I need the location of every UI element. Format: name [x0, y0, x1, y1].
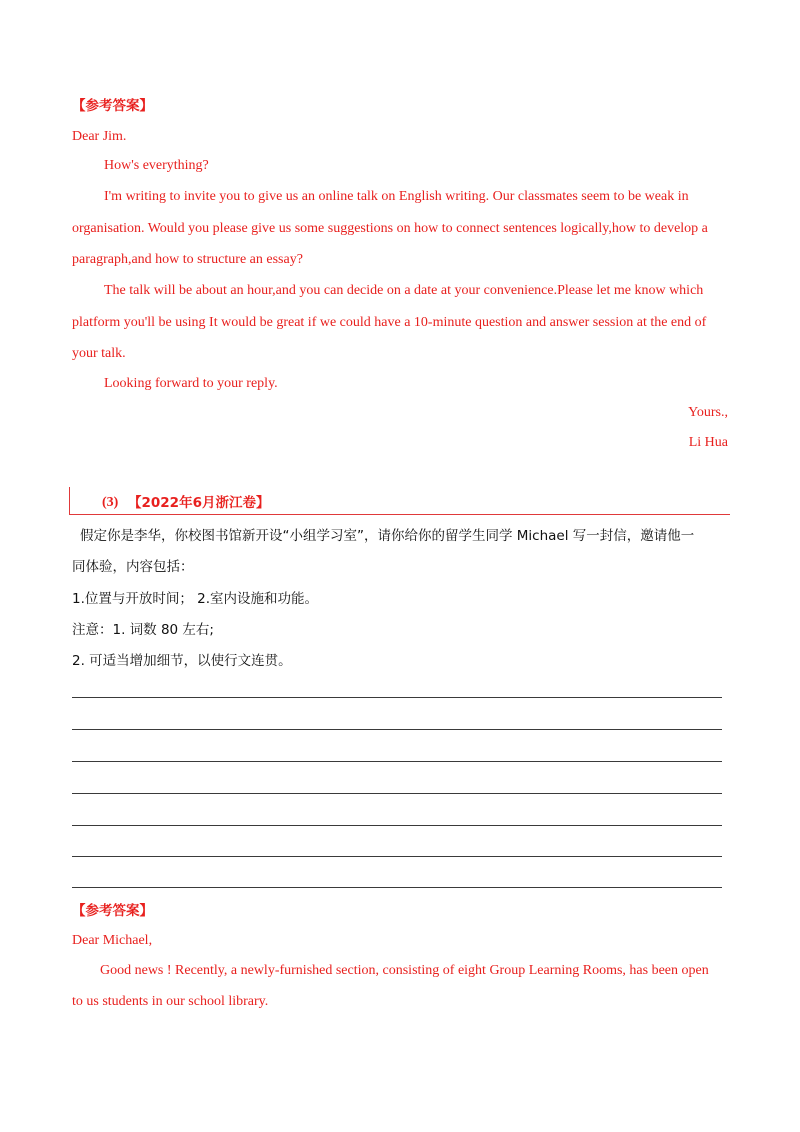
letter-salutation: Dear Michael, [72, 933, 153, 948]
question-prompt: 假定你是李华，你校图书馆新开设“小组学习室”，请你给你的留学生同学 Michael 写一封信，邀请他一 [80, 528, 695, 544]
writing-line [72, 761, 722, 762]
letter-closing: Yours., [688, 405, 728, 420]
letter-line: Good news ! Recently, a newly-furnished section, consisting of eight Group Learning Rooms, has been open [100, 963, 709, 978]
writing-line [72, 697, 722, 698]
writing-line [72, 887, 722, 888]
answer-header: 【参考答案】 [72, 903, 153, 919]
letter-salutation: Dear Jim. [72, 129, 127, 144]
letter-line: I'm writing to invite you to give us an online talk on English writing. Our classmates seem to be weak in [104, 189, 689, 204]
answer-header: 【参考答案】 [72, 98, 153, 114]
writing-line [72, 729, 722, 730]
writing-line [72, 793, 722, 794]
content-points: 1.位置与开放时间； 2.室内设施和功能。 [72, 591, 319, 607]
letter-line: your talk. [72, 346, 126, 361]
writing-line [72, 856, 722, 857]
letter-signature: Li Hua [688, 435, 728, 450]
note-item: 注意：1. 词数 80 左右; [72, 622, 214, 638]
letter-line: How's everything? [104, 158, 209, 173]
letter-line: paragraph,and how to structure an essay? [72, 252, 303, 267]
question-prompt: 同体验，内容包括： [72, 559, 194, 575]
letter-line: Looking forward to your reply. [104, 376, 278, 391]
writing-line [72, 825, 722, 826]
letter-line: platform you'll be using It would be great if we could have a 10-minute question and answer session at the end of [72, 315, 707, 330]
letter-line: to us students in our school library. [72, 994, 269, 1009]
note-item: 2. 可适当增加细节，以使行文连贯。 [72, 653, 292, 669]
letter-line: organisation. Would you please give us some suggestions on how to connect sentences logically,how to develop a [72, 221, 708, 236]
letter-line: The talk will be about an hour,and you can decide on a date at your convenience.Please let me know which [104, 283, 704, 298]
question-source: 【2022年6月浙江卷】 [128, 495, 270, 511]
question-number: (3) [102, 495, 119, 510]
